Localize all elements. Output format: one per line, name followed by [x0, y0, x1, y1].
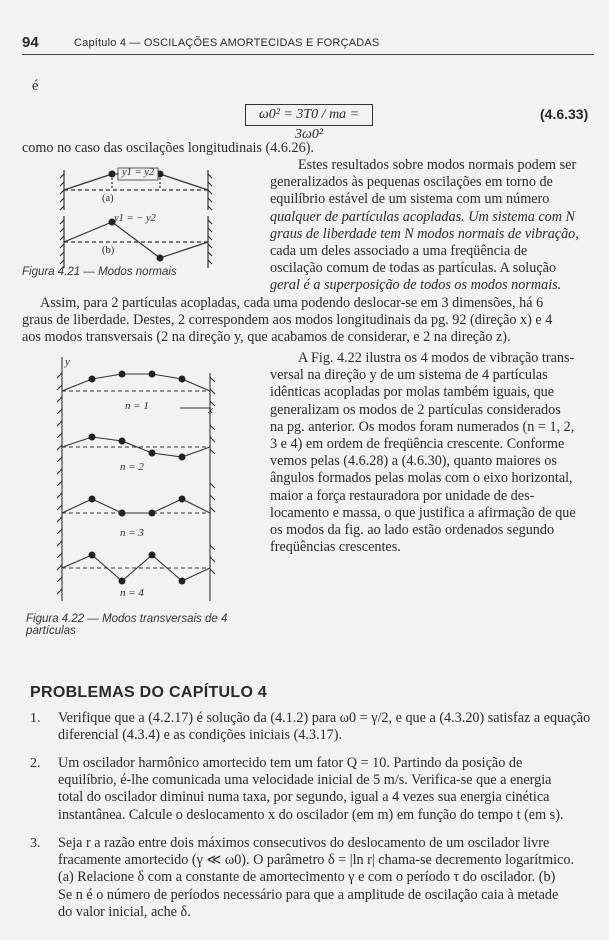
fig421-eq-a: y1 = y2 — [122, 167, 155, 178]
fig422-label-n1: n = 1 — [125, 400, 149, 412]
problem-3-number: 3. — [30, 836, 41, 851]
fig422-label-n2: n = 2 — [120, 461, 144, 473]
normal-modes-paragraph: Estes resultados sobre modos normais podem ser generalizados às pequenas oscilações em torno de equilíbrio estável de um sistema com um número qualquer de partículas acopladas. Um sistema com N graus de liberdade tem N modos normais de vibração, cada um deles associado a uma freqüência de oscilação comum de todas as partículas. A solução geral é a superposição de todos os modos normais. — [270, 157, 579, 294]
problem-3-text: Seja r a razão entre dois máximos consecutivos do deslocamento de um oscilador livre fracamente amortecido (γ ≪ ω0). O parâmetro δ = |ln r| chama-se decremento logarítmico. (a) Relacione δ com a constante de amortecimento γ e com o período τ do oscilador. (b) Se n é o número de períodos necessário para que a amplitude de oscilação caia à metade do valor inicial, ache δ. — [58, 835, 575, 920]
fig421-eq-b: y1 = − y2 — [114, 213, 156, 224]
equation-number: (4.6.33) — [540, 106, 589, 122]
figure-4-21-caption: Figura 4.21 — Modos normais — [22, 266, 177, 278]
problem-2-number: 2. — [30, 756, 41, 771]
fig422-label-n3: n = 3 — [120, 527, 144, 539]
problem-1-text: Verifique que a (4.2.17) é solução da (4.1.2) para ω0 = γ/2, e que a (4.3.20) satisfaz a equação diferencial (4.3.4) e as condições iniciais (4.3.17). — [58, 710, 591, 744]
chapter-title: Capítulo 4 — OSCILAÇÕES AMORTECIDAS E FORÇADAS — [74, 37, 380, 49]
page-header — [22, 34, 594, 55]
degrees-of-freedom-paragraph: Assim, para 2 partículas acopladas, cada uma podendo deslocar-se em 3 dimensões, há 6 graus de liberdade. Destes, 2 correspondem aos modos longitudinais da pg. 92 (direção x) e 4 aos modos transversais (2 na direção y, que acabamos de considerar, e 2 na direção z). — [22, 295, 553, 346]
problem-1-number: 1. — [30, 711, 41, 726]
fig421-label-b: (b) — [102, 245, 115, 256]
page-number: 94 — [22, 34, 39, 51]
problem-2-text: Um oscilador harmônico amortecido tem um fator Q = 10. Partindo da posição de equilíbrio, é-lhe comunicada uma velocidade inicial de 5 m/s. Verifica-se que a energia total do oscilador diminui numa taxa, por segundo, igual a 4 vezes sua energia cinética instantânea. Calcule o deslocamento x do oscilador (em m) em função do tempo t (em s). — [58, 755, 564, 823]
intro-word: é — [32, 78, 39, 94]
after-equation-text: como no caso das oscilações longitudinais (4.6.26). — [22, 140, 314, 156]
fig422-axis-y: y — [65, 356, 70, 368]
equation-box: ω0² = 3T0 / ma = 3ω0² — [245, 104, 373, 126]
fig422-label-n4: n = 4 — [120, 587, 144, 599]
fig422-axis-x: x — [208, 404, 213, 416]
figure-4-22 — [50, 363, 250, 608]
fig421-label-a: (a) — [102, 193, 114, 204]
problems-heading: PROBLEMAS DO CAPÍTULO 4 — [30, 684, 268, 701]
figure-4-22-caption: Figura 4.22 — Modos transversais de 4 partículas — [26, 613, 228, 637]
transverse-modes-paragraph: A Fig. 4.22 ilustra os 4 modos de vibração trans- versal na direção y de um sistema de 4 partículas idênticas acopladas por molas também iguais, que generalizam os modos de 2 partículas considerados na pg. anterior. Os modos foram numerados (n = 1, 2, 3 e 4) em ordem de freqüência crescente. Conforme vemos pelas (4.6.28) a (4.6.30), quanto maiores os ângulos formados pelas molas com o eixo horizontal, maior a força restauradora por unidade de des- locamento e massa, o que justifica a afirmação de que os modos da fig. ao lado estão ordenados segundo freqüências crescentes. — [270, 350, 576, 556]
